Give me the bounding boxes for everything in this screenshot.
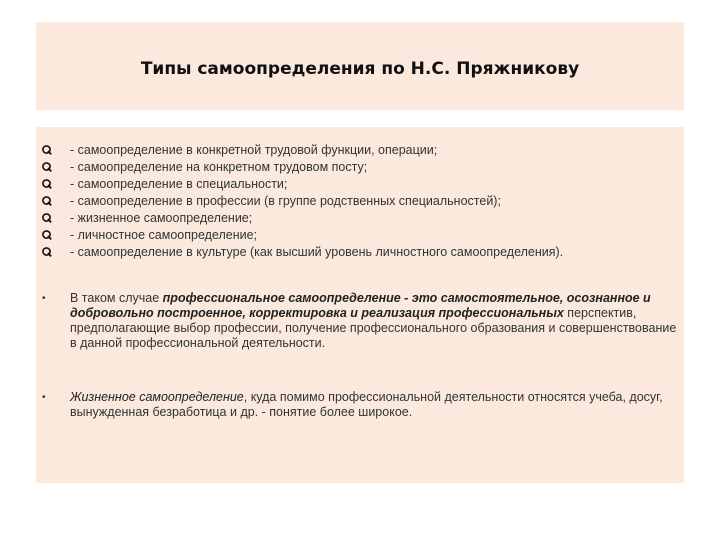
types-list-label: - самоопределение в культуре (как высший уровень личностного самоопределения). — [70, 245, 564, 259]
paragraph-life — [70, 390, 682, 420]
checkbox-q-icon — [42, 179, 52, 189]
types-list-item — [40, 210, 680, 227]
checkbox-q-icon — [42, 213, 52, 223]
types-list-item — [40, 193, 680, 210]
checkbox-q-icon — [42, 247, 52, 257]
types-list — [40, 142, 680, 261]
paragraph-suffix: , куда помимо профессиональной деятельности относятся учеба, досуг, вынужденная безработица и др. - понятие более широкое. — [70, 390, 663, 419]
types-list-label: - самоопределение в профессии (в группе родственных специальностей); — [70, 194, 501, 208]
types-list-label: - личностное самоопределение; — [70, 228, 258, 242]
paragraph-emphasis: профессиональное самоопределение - это самостоятельное, осознанное и добровольно построенное, корректировка и реализация профессиональных — [70, 291, 651, 320]
types-list-item — [40, 244, 680, 261]
types-list-label: - самоопределение на конкретном трудовом посту; — [70, 160, 368, 174]
paragraph-suffix: перспектив, предполагающие выбор профессии, получение профессионального образования и совершенствование в данной профессиональной деятельности. — [70, 306, 677, 350]
checkbox-q-icon — [42, 196, 52, 206]
checkbox-q-icon — [42, 145, 52, 155]
checkbox-q-icon — [42, 230, 52, 240]
slide-title: Типы самоопределения по Н.С. Пряжникову — [140, 59, 580, 79]
bullet-icon: • — [42, 392, 46, 403]
paragraph-prefix: В таком случае — [70, 291, 163, 305]
types-list-label: - самоопределение в конкретной трудовой функции, операции; — [70, 143, 438, 157]
types-list-label: - жизненное самоопределение; — [70, 211, 253, 225]
paragraph-emphasis: Жизненное самоопределение — [70, 390, 244, 404]
types-list-item — [40, 159, 680, 176]
types-list-item — [40, 142, 680, 159]
checkbox-q-icon — [42, 162, 52, 172]
bullet-icon: • — [42, 293, 46, 304]
paragraph-professional — [70, 291, 682, 351]
title-panel — [36, 22, 684, 110]
types-list-label: - самоопределение в специальности; — [70, 177, 288, 191]
types-list-item — [40, 227, 680, 244]
types-list-item — [40, 176, 680, 193]
